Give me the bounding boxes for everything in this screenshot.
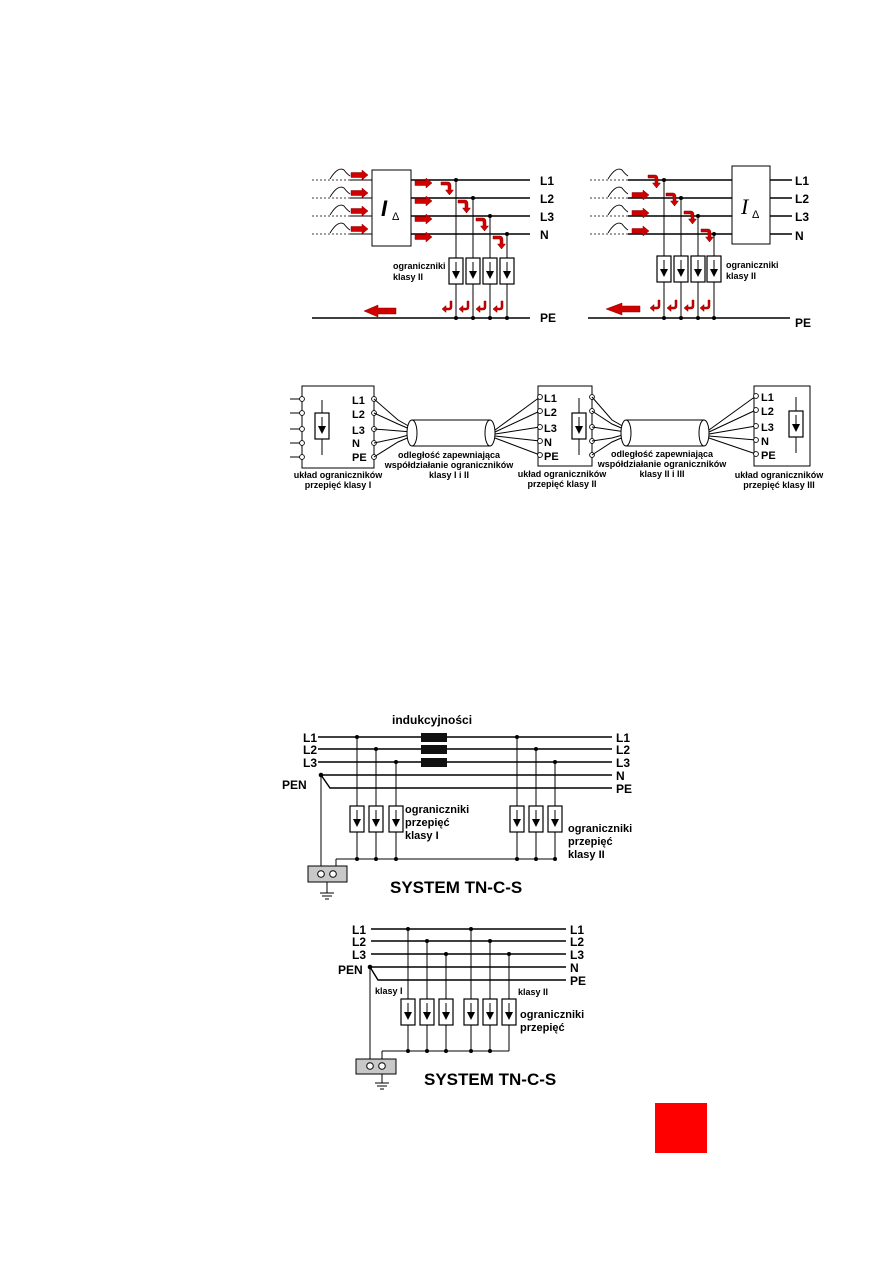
f3-right-l2: L2 bbox=[616, 743, 631, 757]
box1-caption-1: układ ograniczników bbox=[293, 470, 383, 480]
box2-l1: L1 bbox=[544, 393, 557, 405]
label-l2-b: L2 bbox=[795, 192, 810, 206]
box2-caption-1: układ ograniczników bbox=[517, 469, 607, 479]
box1-pe: PE bbox=[352, 452, 367, 464]
box2-l3: L3 bbox=[544, 423, 557, 435]
f4-system-title: SYSTEM TN-C-S bbox=[424, 1070, 557, 1089]
label-l2: L2 bbox=[540, 192, 555, 206]
class1-label-3: klasy I bbox=[405, 830, 439, 842]
class2-label-1: ograniczniki bbox=[568, 823, 633, 835]
figure-1-left bbox=[312, 169, 556, 325]
rcd-symbol-delta-2: Δ bbox=[752, 209, 760, 221]
cable2-caption-1: odległość zapewniająca bbox=[610, 449, 714, 459]
box2-pe: PE bbox=[544, 451, 559, 463]
box3-l2: L2 bbox=[761, 406, 774, 418]
box3-pe: PE bbox=[761, 450, 776, 462]
box3-n: N bbox=[761, 436, 769, 448]
box2-n: N bbox=[544, 437, 552, 449]
label-l1: L1 bbox=[540, 174, 555, 188]
f3-left-l2: L2 bbox=[303, 743, 318, 757]
f4-klasy2: klasy II bbox=[518, 987, 549, 997]
corner-red-block bbox=[655, 1103, 707, 1153]
box3-l1: L1 bbox=[761, 392, 774, 404]
f3-right-l3: L3 bbox=[616, 756, 631, 770]
cable2-caption-2: współdziałanie ograniczników bbox=[597, 459, 727, 469]
box2-l2: L2 bbox=[544, 407, 557, 419]
f4-left-l2: L2 bbox=[352, 935, 367, 949]
box3-l3: L3 bbox=[761, 422, 774, 434]
inductance-label: indukcyjności bbox=[392, 713, 473, 727]
label-pe: PE bbox=[540, 311, 557, 325]
box3-caption-2: przepięć klasy III bbox=[743, 480, 815, 490]
f3-pen-label: PEN bbox=[282, 778, 307, 792]
figure-2-coordination bbox=[290, 386, 824, 490]
f3-system-title: SYSTEM TN-C-S bbox=[390, 878, 523, 897]
box3-caption-1: układ ograniczników bbox=[734, 470, 824, 480]
f3-left-l1: L1 bbox=[303, 731, 318, 745]
class2-label-3: klasy II bbox=[568, 849, 605, 861]
label-l1-b: L1 bbox=[795, 174, 810, 188]
f3-right-n: N bbox=[616, 769, 625, 783]
rcd-symbol-i-2: I bbox=[741, 194, 749, 219]
arresters-class: klasy II bbox=[393, 272, 424, 282]
f4-right-l3: L3 bbox=[570, 948, 585, 962]
cable1-caption-3: klasy I i II bbox=[428, 470, 470, 480]
box2-caption-2: przepięć klasy II bbox=[527, 479, 597, 489]
cable1-caption-2: współdziałanie ograniczników bbox=[384, 460, 514, 470]
label-n-b: N bbox=[795, 229, 804, 243]
box1-caption-2: przepięć klasy I bbox=[304, 480, 372, 490]
label-pe-b: PE bbox=[795, 316, 812, 330]
label-n: N bbox=[540, 228, 549, 242]
f4-right-n: N bbox=[570, 961, 579, 975]
class2-label-2: przepięć bbox=[568, 836, 613, 848]
f3-right-pe: PE bbox=[616, 782, 633, 796]
cable2-caption-3: klasy II i III bbox=[639, 469, 685, 479]
f4-klasy1: klasy I bbox=[375, 986, 403, 996]
f4-arresters-2: przepięć bbox=[520, 1022, 565, 1034]
figure-3-tn-c-s bbox=[282, 713, 632, 899]
f3-left-l3: L3 bbox=[303, 756, 318, 770]
rcd-symbol-i: I bbox=[381, 196, 388, 221]
class1-label-2: przepięć bbox=[405, 817, 450, 829]
box1-n: N bbox=[352, 438, 360, 450]
f4-right-l2: L2 bbox=[570, 935, 585, 949]
f4-right-pe: PE bbox=[570, 974, 587, 988]
f4-pen-label: PEN bbox=[338, 963, 363, 977]
arresters-class-b: klasy II bbox=[726, 271, 757, 281]
box1-l3: L3 bbox=[352, 425, 365, 437]
box1-l1: L1 bbox=[352, 395, 365, 407]
figure-4-tn-c-s bbox=[338, 923, 586, 1089]
arresters-label-b: ograniczniki bbox=[726, 260, 779, 270]
f4-right-l1: L1 bbox=[570, 923, 585, 937]
figure-1-right bbox=[588, 166, 811, 330]
label-l3: L3 bbox=[540, 210, 555, 224]
label-l3-b: L3 bbox=[795, 210, 810, 224]
f4-arresters-1: ograniczniki bbox=[520, 1009, 585, 1021]
arresters-label: ograniczniki bbox=[393, 261, 446, 271]
rcd-symbol-delta: Δ bbox=[392, 211, 400, 223]
cable1-caption-1: odległość zapewniająca bbox=[397, 450, 501, 460]
class1-label-1: ograniczniki bbox=[405, 804, 470, 816]
f3-right-l1: L1 bbox=[616, 731, 631, 745]
box1-l2: L2 bbox=[352, 409, 365, 421]
f4-left-l1: L1 bbox=[352, 923, 367, 937]
f4-left-l3: L3 bbox=[352, 948, 367, 962]
